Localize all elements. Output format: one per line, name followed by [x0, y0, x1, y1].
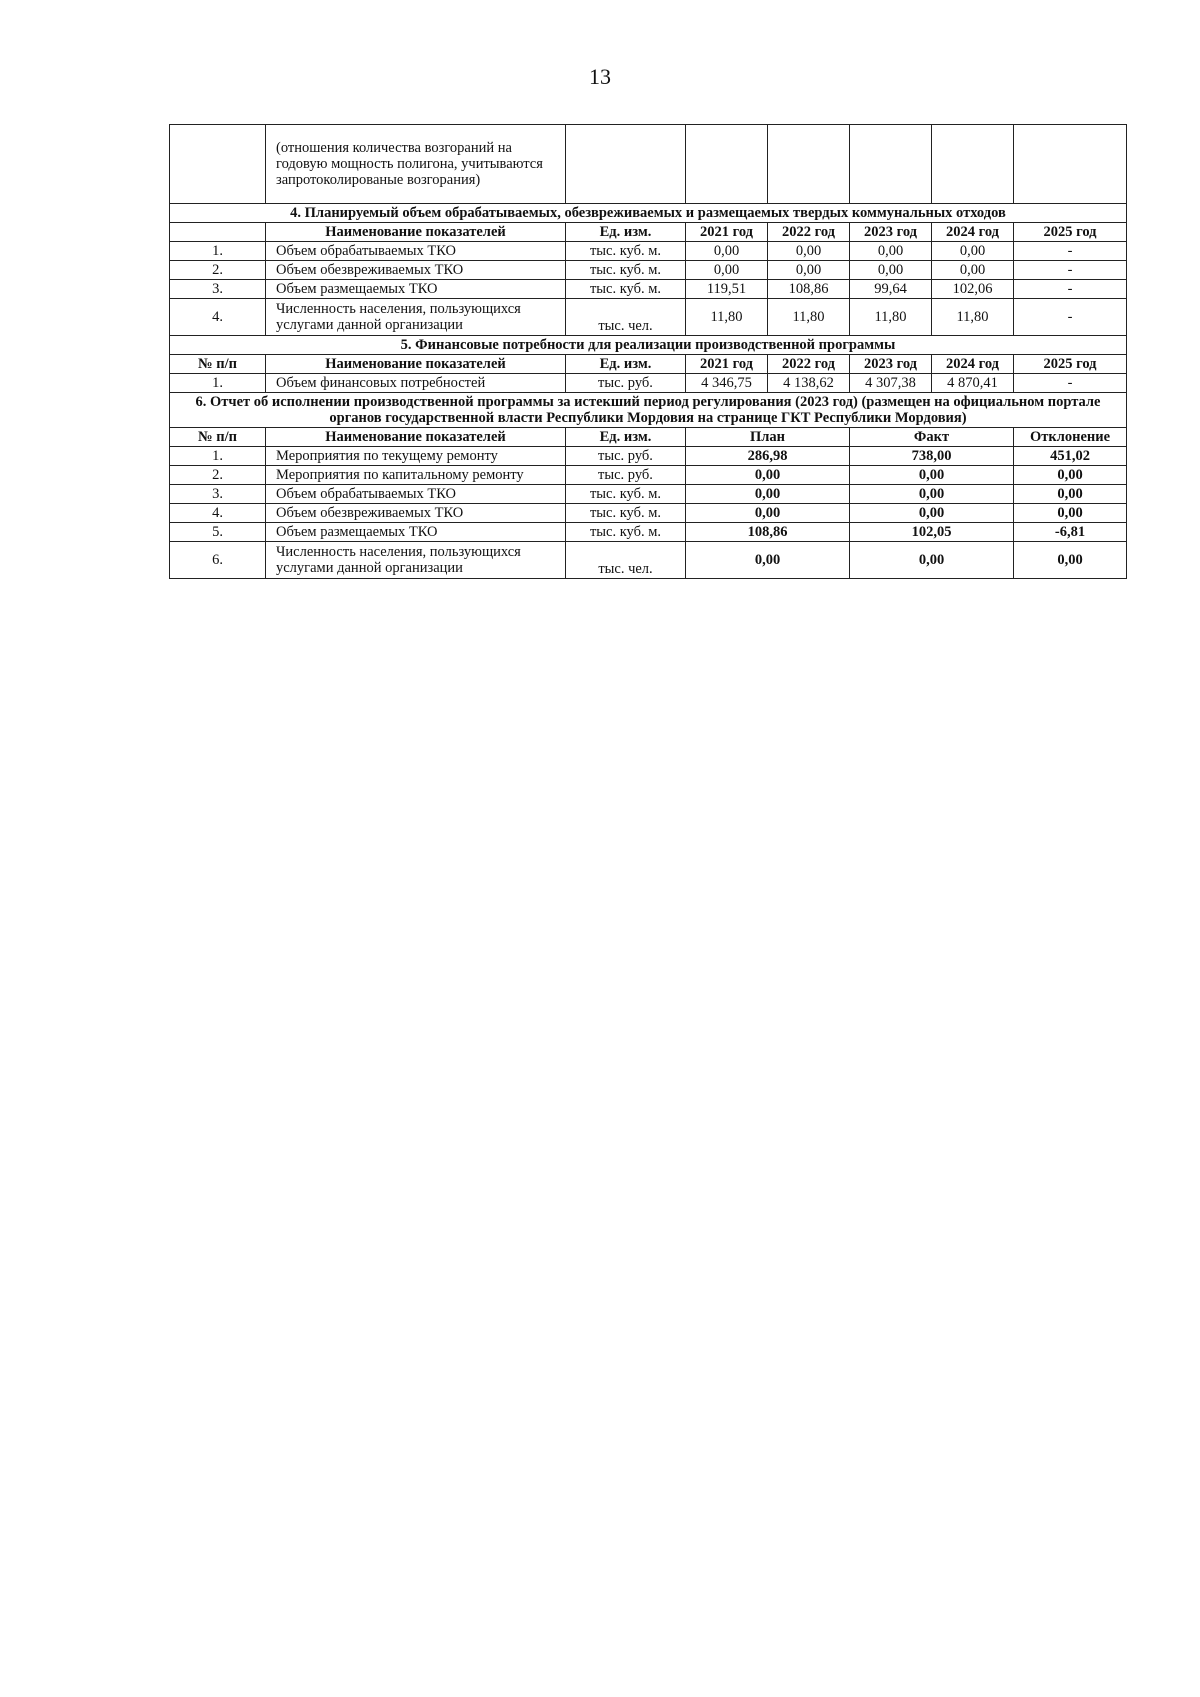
- continuation-row: [170, 125, 1127, 204]
- table-cell: 1.: [170, 374, 266, 393]
- table-cell: Объем обезвреживаемых ТКО: [266, 504, 566, 523]
- section4-header-row: [170, 223, 1127, 242]
- table-cell: Объем размещаемых ТКО: [266, 523, 566, 542]
- table-cell: Объем обрабатываемых ТКО: [266, 485, 566, 504]
- production-program-table: [169, 124, 1127, 579]
- table-cell: тыс. руб.: [566, 466, 686, 485]
- table-cell: 0,00: [686, 504, 850, 523]
- table-cell: 4.: [170, 299, 266, 336]
- table-cell: -: [1014, 261, 1127, 280]
- continuation-text: (отношения количества возгораний на годовую мощность полигона, учитываются запротоколированые возгорания): [266, 125, 566, 204]
- table-cell: 2.: [170, 261, 266, 280]
- column-header: № п/п: [170, 428, 266, 447]
- table-cell: 4 307,38: [850, 374, 932, 393]
- table-cell: Численность населения, пользующихся услугами данной организации: [266, 542, 566, 579]
- table-cell: 102,05: [850, 523, 1014, 542]
- table-cell: Объем размещаемых ТКО: [266, 280, 566, 299]
- table-cell: 0,00: [768, 242, 850, 261]
- table-cell: 0,00: [932, 242, 1014, 261]
- table-row: [170, 299, 1127, 336]
- table-cell: -: [1014, 374, 1127, 393]
- table-cell: 11,80: [768, 299, 850, 336]
- table-cell: -: [1014, 280, 1127, 299]
- table-cell: -: [1014, 242, 1127, 261]
- column-header: 2022 год: [768, 355, 850, 374]
- table-cell: 1.: [170, 242, 266, 261]
- table-cell: 286,98: [686, 447, 850, 466]
- column-header: 2025 год: [1014, 223, 1127, 242]
- table-cell: Численность населения, пользующихся услугами данной организации: [266, 299, 566, 336]
- column-header: [170, 223, 266, 242]
- table-cell: 2.: [170, 466, 266, 485]
- column-header: 2023 год: [850, 355, 932, 374]
- column-header: 2021 год: [686, 223, 768, 242]
- column-header: Ед. изм.: [566, 355, 686, 374]
- table-cell: 5.: [170, 523, 266, 542]
- table-cell: 4.: [170, 504, 266, 523]
- table-cell: 4 138,62: [768, 374, 850, 393]
- table-cell: 6.: [170, 542, 266, 579]
- column-header: Наименование показателей: [266, 223, 566, 242]
- section4-title-row: [170, 204, 1127, 223]
- table-cell: 0,00: [686, 261, 768, 280]
- table-cell: 738,00: [850, 447, 1014, 466]
- column-header: Отклонение: [1014, 428, 1127, 447]
- section6-header-row: [170, 428, 1127, 447]
- section5-title: 5. Финансовые потребности для реализации производственной программы: [170, 336, 1127, 355]
- section4-title: 4. Планируемый объем обрабатываемых, обезвреживаемых и размещаемых твердых коммунальных отходов: [170, 204, 1127, 223]
- table-cell: 0,00: [768, 261, 850, 280]
- table-cell: тыс. куб. м.: [566, 280, 686, 299]
- column-header: 2022 год: [768, 223, 850, 242]
- table-cell: Объем обезвреживаемых ТКО: [266, 261, 566, 280]
- column-header: 2024 год: [932, 355, 1014, 374]
- table-cell: 0,00: [686, 485, 850, 504]
- table-cell: тыс. куб. м.: [566, 523, 686, 542]
- table-cell: 11,80: [850, 299, 932, 336]
- table-cell: 119,51: [686, 280, 768, 299]
- table-cell: Мероприятия по капитальному ремонту: [266, 466, 566, 485]
- table-cell: 102,06: [932, 280, 1014, 299]
- table-cell: 0,00: [850, 485, 1014, 504]
- table-cell: 108,86: [686, 523, 850, 542]
- column-header: 2025 год: [1014, 355, 1127, 374]
- table-cell: 0,00: [686, 542, 850, 579]
- column-header: План: [686, 428, 850, 447]
- column-header: Факт: [850, 428, 1014, 447]
- table-cell: 0,00: [1014, 485, 1127, 504]
- table-cell: Мероприятия по текущему ремонту: [266, 447, 566, 466]
- section6-title: 6. Отчет об исполнении производственной программы за истекший период регулирования (2023 год) (размещен на официальном портале органов государственной власти Республики Мордовия на странице ГКТ Республики Мордовия): [170, 393, 1127, 428]
- section5-header-row: [170, 355, 1127, 374]
- table-cell: 3.: [170, 485, 266, 504]
- column-header: 2021 год: [686, 355, 768, 374]
- table-cell: Объем финансовых потребностей: [266, 374, 566, 393]
- table-cell: 108,86: [768, 280, 850, 299]
- column-header: 2023 год: [850, 223, 932, 242]
- table-cell: тыс. чел.: [566, 299, 686, 336]
- table-cell: 451,02: [1014, 447, 1127, 466]
- table-cell: 4 346,75: [686, 374, 768, 393]
- table-cell: тыс. руб.: [566, 447, 686, 466]
- section5-title-row: [170, 336, 1127, 355]
- table-cell: 0,00: [932, 261, 1014, 280]
- column-header: Ед. изм.: [566, 223, 686, 242]
- table-cell: Объем обрабатываемых ТКО: [266, 242, 566, 261]
- table-cell: 0,00: [850, 242, 932, 261]
- page-number: 13: [589, 64, 611, 89]
- table-cell: тыс. куб. м.: [566, 242, 686, 261]
- table-cell: 0,00: [850, 466, 1014, 485]
- table-cell: тыс. чел.: [566, 542, 686, 579]
- table-row: [170, 523, 1127, 542]
- table-cell: 0,00: [850, 542, 1014, 579]
- table-cell: 11,80: [932, 299, 1014, 336]
- table-row: [170, 280, 1127, 299]
- table-cell: 0,00: [686, 466, 850, 485]
- table-cell: 0,00: [1014, 504, 1127, 523]
- table-cell: 0,00: [1014, 466, 1127, 485]
- table-cell: 11,80: [686, 299, 768, 336]
- table-row: [170, 374, 1127, 393]
- table-row: [170, 504, 1127, 523]
- table-row: [170, 447, 1127, 466]
- table-row: [170, 542, 1127, 579]
- table-row: [170, 261, 1127, 280]
- table-row: [170, 485, 1127, 504]
- table-cell: тыс. куб. м.: [566, 485, 686, 504]
- column-header: Наименование показателей: [266, 355, 566, 374]
- table-cell: тыс. куб. м.: [566, 504, 686, 523]
- table-cell: -: [1014, 299, 1127, 336]
- table-row: [170, 466, 1127, 485]
- table-cell: 0,00: [686, 242, 768, 261]
- column-header: Ед. изм.: [566, 428, 686, 447]
- table-cell: 3.: [170, 280, 266, 299]
- table-cell: тыс. руб.: [566, 374, 686, 393]
- table-cell: -6,81: [1014, 523, 1127, 542]
- table-cell: 4 870,41: [932, 374, 1014, 393]
- table-cell: 0,00: [1014, 542, 1127, 579]
- section6-title-row: [170, 393, 1127, 428]
- table-cell: 0,00: [850, 504, 1014, 523]
- column-header: 2024 год: [932, 223, 1014, 242]
- column-header: № п/п: [170, 355, 266, 374]
- table-cell: 99,64: [850, 280, 932, 299]
- column-header: Наименование показателей: [266, 428, 566, 447]
- table-cell: тыс. куб. м.: [566, 261, 686, 280]
- table-row: [170, 242, 1127, 261]
- table-cell: 0,00: [850, 261, 932, 280]
- table-cell: 1.: [170, 447, 266, 466]
